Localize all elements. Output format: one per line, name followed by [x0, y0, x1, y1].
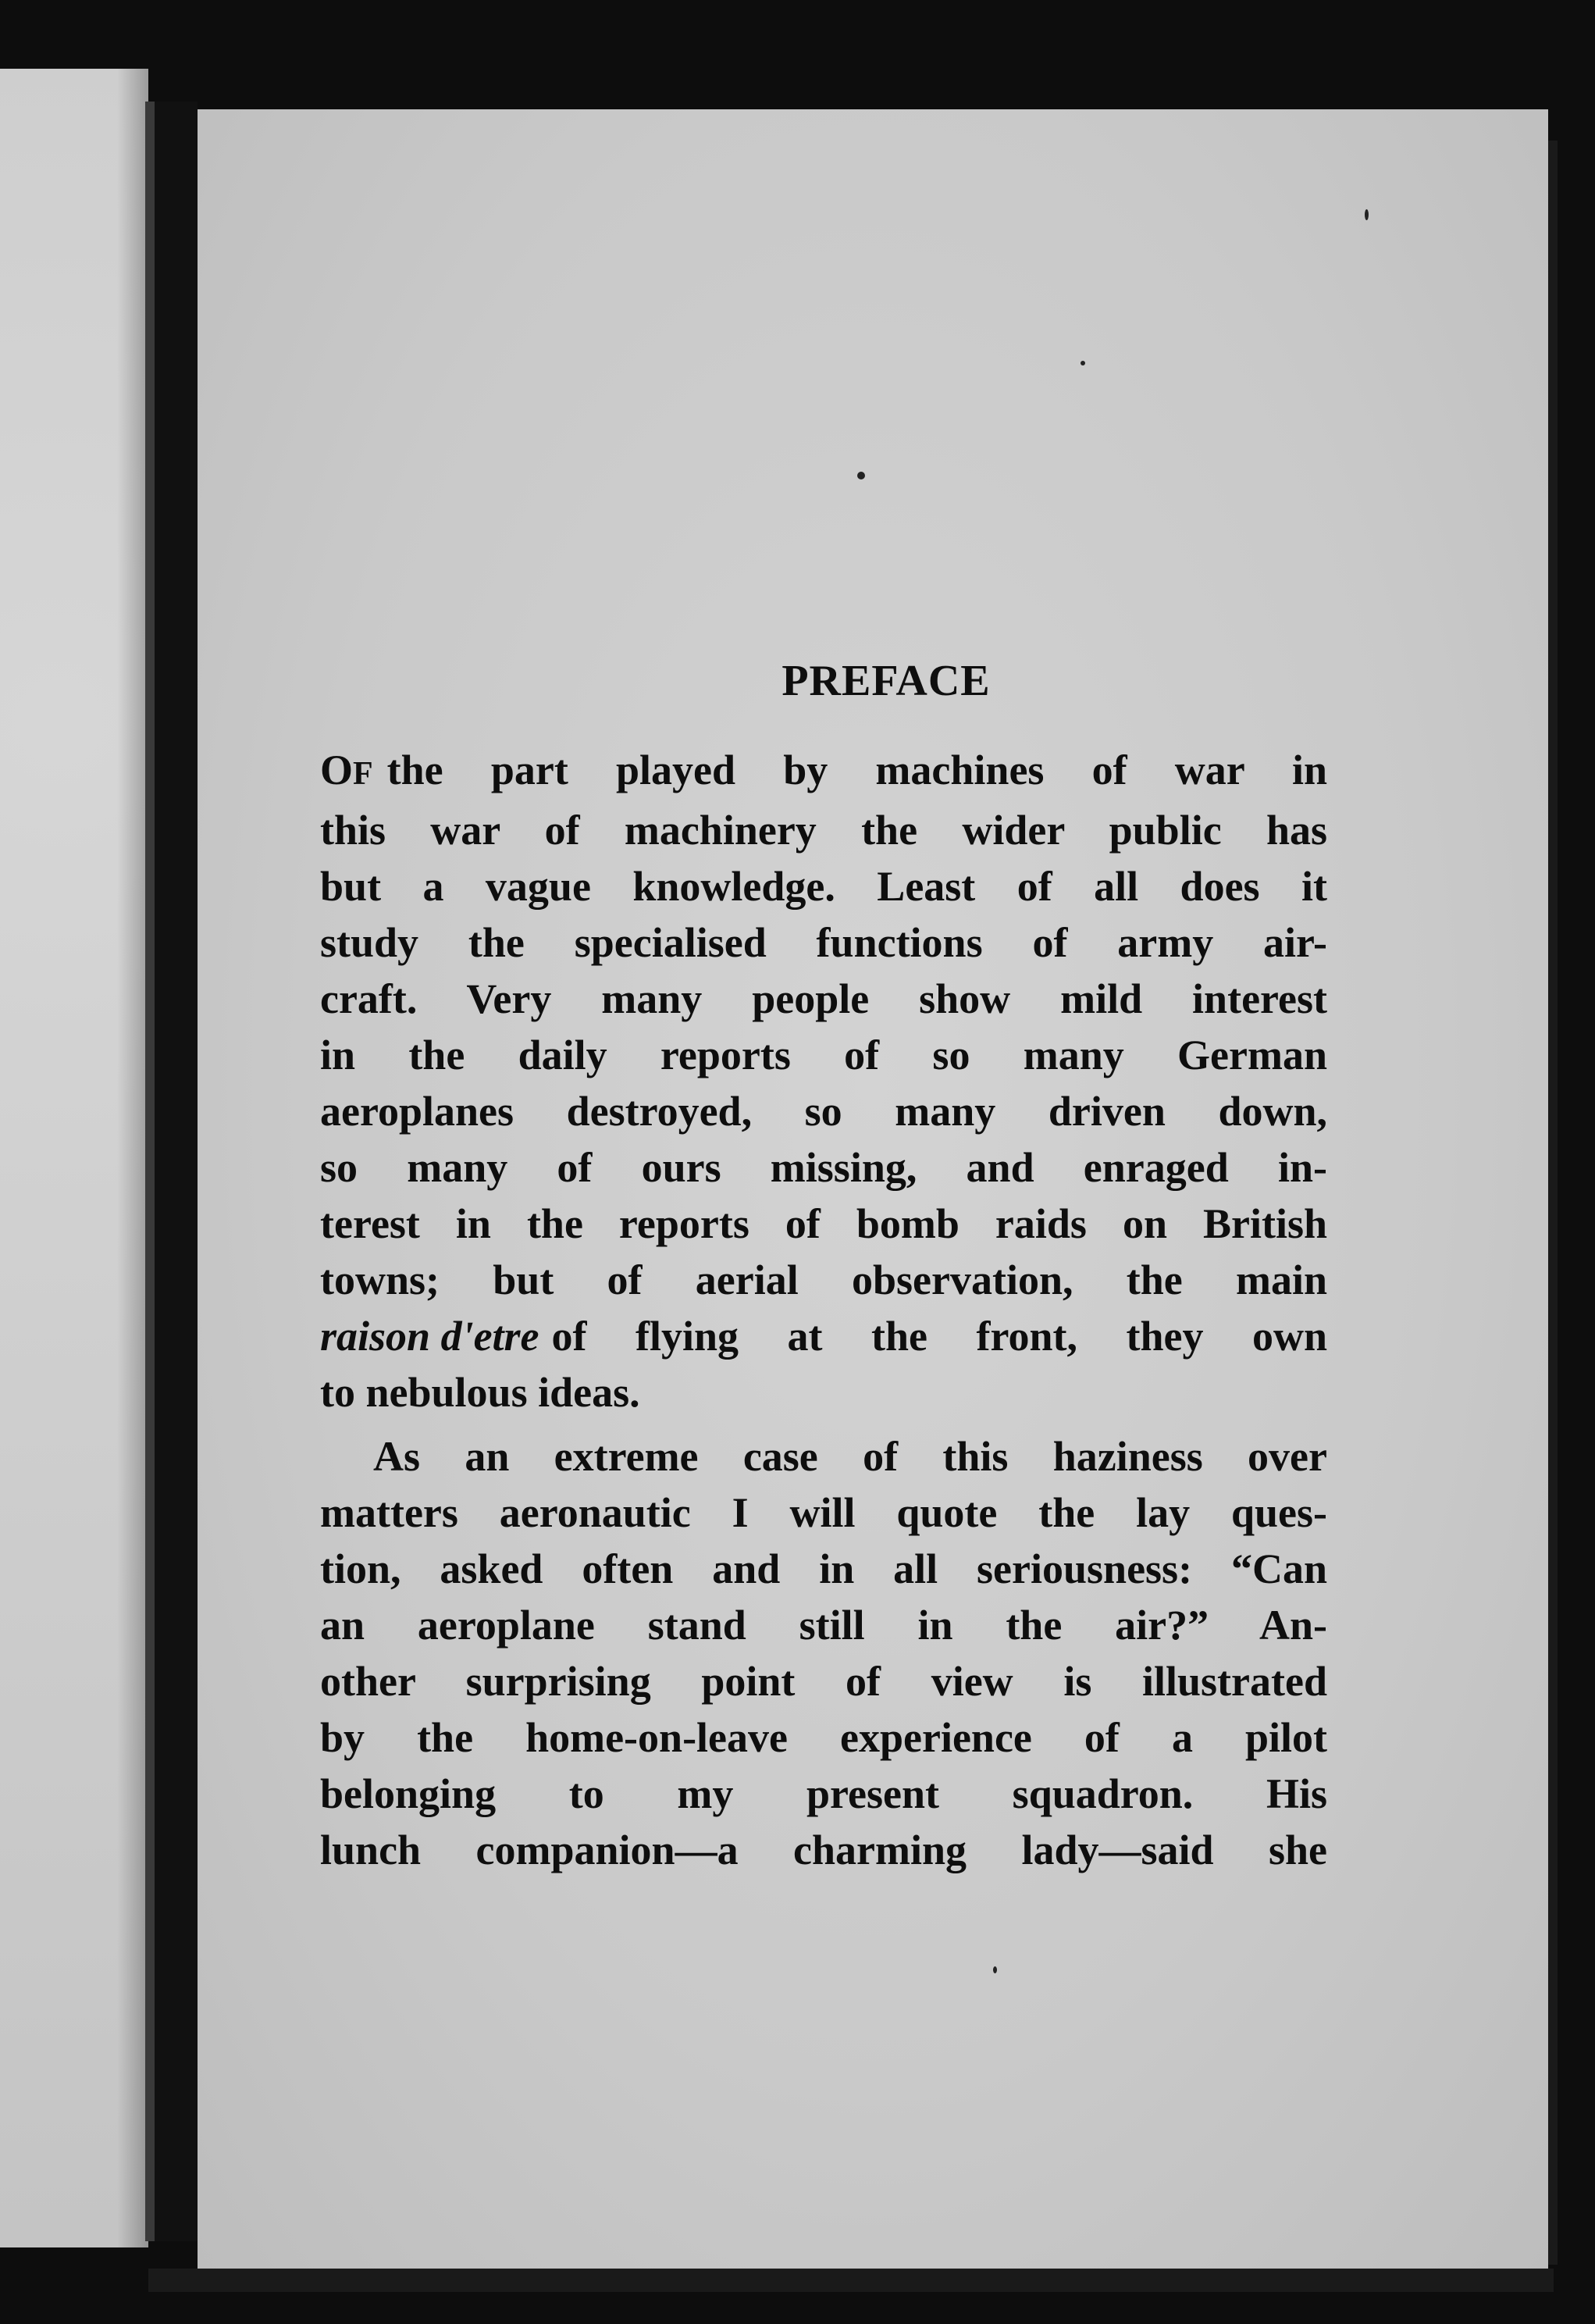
text-line	[320, 1364, 1327, 1420]
page-bottom-edge	[148, 2269, 1554, 2292]
dropcap-rest: F	[353, 756, 373, 792]
text-line	[320, 1083, 1327, 1139]
text-line-content: matters aeronautic I will quote the lay ques-	[320, 1489, 1327, 1536]
dropcap-first: O	[320, 747, 354, 793]
text-line	[320, 1709, 1327, 1766]
text-line	[320, 1428, 1327, 1485]
text-line	[320, 1822, 1327, 1878]
page-right-edge	[1548, 141, 1558, 2265]
page-title: PREFACE	[781, 657, 991, 705]
scan-speck	[857, 472, 865, 479]
text-line-content: to nebulous ideas.	[320, 1369, 640, 1416]
text-line-content: lunch companion—a charming lady—said she	[320, 1827, 1327, 1873]
text-line-content: tion, asked often and in all seriousness: “Can	[320, 1545, 1327, 1592]
text-line-content: study the specialised functions of army air-	[320, 919, 1327, 966]
text-line-content: As an extreme case of this haziness over	[373, 1433, 1327, 1480]
text-line	[320, 1139, 1327, 1196]
text-line-content: aeroplanes destroyed, so many driven down,	[320, 1088, 1327, 1135]
text-line	[320, 802, 1327, 858]
text-line-content: belonging to my present squadron. His	[320, 1770, 1327, 1817]
text-line-content: by the home-on-leave experience of a pilot	[320, 1714, 1327, 1761]
text-line	[320, 914, 1327, 971]
text-line	[320, 1308, 1327, 1364]
text-line	[320, 1766, 1327, 1822]
text-line	[320, 1653, 1327, 1709]
text-line-content: in the daily reports of so many German	[320, 1032, 1327, 1078]
italic-phrase: raison d'etre	[320, 1313, 539, 1360]
text-line-content: the part played by machines of war in	[386, 747, 1327, 793]
scan-speck	[1081, 361, 1085, 365]
text-line	[320, 1252, 1327, 1308]
text-line-content: craft. Very many people show mild interest	[320, 975, 1327, 1022]
text-line	[320, 858, 1327, 914]
text-line-content: so many of ours missing, and enraged in-	[320, 1144, 1327, 1191]
text-line-content: this war of machinery the wider public has	[320, 807, 1327, 854]
text-line-content: towns; but of aerial observation, the main	[320, 1256, 1327, 1303]
paragraph-2	[320, 1428, 1327, 1878]
text-line	[320, 1541, 1327, 1597]
scan-speck	[993, 1966, 997, 1973]
preface-text	[320, 656, 1327, 1878]
text-line	[320, 971, 1327, 1027]
text-line	[320, 742, 1327, 802]
scan-speck	[1365, 209, 1369, 220]
book-spine	[155, 102, 198, 2241]
text-line	[320, 1485, 1327, 1541]
text-line	[320, 1196, 1327, 1252]
left-page-shadow	[117, 69, 148, 2247]
text-line	[320, 1027, 1327, 1083]
text-line-content: an aeroplane stand still in the air?” An-	[320, 1602, 1327, 1649]
paragraph-1	[320, 742, 1327, 1420]
text-line-content: terest in the reports of bomb raids on British	[320, 1200, 1327, 1247]
text-line-content: other surprising point of view is illustrated	[320, 1658, 1327, 1705]
text-line-content: but a vague knowledge. Least of all does it	[320, 863, 1327, 910]
text-line	[320, 1597, 1327, 1653]
text-line-content: of flying at the front, they own	[551, 1313, 1327, 1360]
